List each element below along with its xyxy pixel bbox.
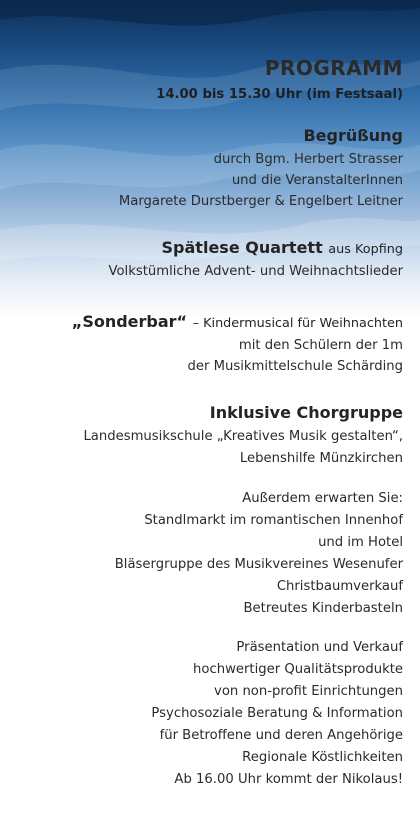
more-line: hochwertiger Qualitätsprodukte [193,662,403,677]
quartet-title: Spätlese Quartett [161,238,323,257]
program-title: PROGRAMM [264,56,403,80]
extras-line: Betreutes Kinderbasteln [243,601,403,616]
choir-line: Landesmusikschule „Kreatives Musik gestalten“, [83,429,403,444]
more-line: von non-profit Einrichtungen [214,684,403,699]
more-line: für Betroffene und deren Angehörige [159,728,403,743]
extras-line: Standlmarkt im romantischen Innenhof [144,513,403,528]
choir-line: Lebenshilfe Münzkirchen [239,451,403,466]
musical-subtitle: – Kindermusical für Weihnachten [192,316,403,331]
extras-line: und im Hotel [318,535,403,550]
extras-line: Bläsergruppe des Musikvereines Wesenufer [114,557,403,572]
quartet-description: Volkstümliche Advent- und Weihnachtslieder [108,264,403,279]
more-line: Regionale Köstlichkeiten [242,750,403,765]
quartet-origin: aus Kopfing [328,242,403,257]
greeting-heading: Begrüßung [303,126,403,145]
more-line: Psychosoziale Beratung & Information [151,706,403,721]
musical-title: „Sonderbar“ [71,312,188,331]
more-line: Präsentation und Verkauf [236,640,403,655]
musical-heading [72,311,403,335]
program-time: 14.00 bis 15.30 Uhr (im Festsaal) [156,87,403,102]
musical-line: mit den Schülern der 1m [238,338,403,353]
quartet-heading [162,237,403,261]
choir-heading: Inklusive Chorgruppe [209,403,403,422]
extras-line: Christbaumverkauf [276,579,403,594]
greeting-line: Margarete Durstberger & Engelbert Leitner [118,194,403,209]
greeting-line: durch Bgm. Herbert Strasser [213,152,403,167]
musical-line: der Musikmittelschule Schärding [187,359,403,374]
greeting-line: und die VeranstalterInnen [231,173,403,188]
nikolaus-line: Ab 16.00 Uhr kommt der Nikolaus! [174,772,403,787]
extras-intro: Außerdem erwarten Sie: [242,491,403,506]
